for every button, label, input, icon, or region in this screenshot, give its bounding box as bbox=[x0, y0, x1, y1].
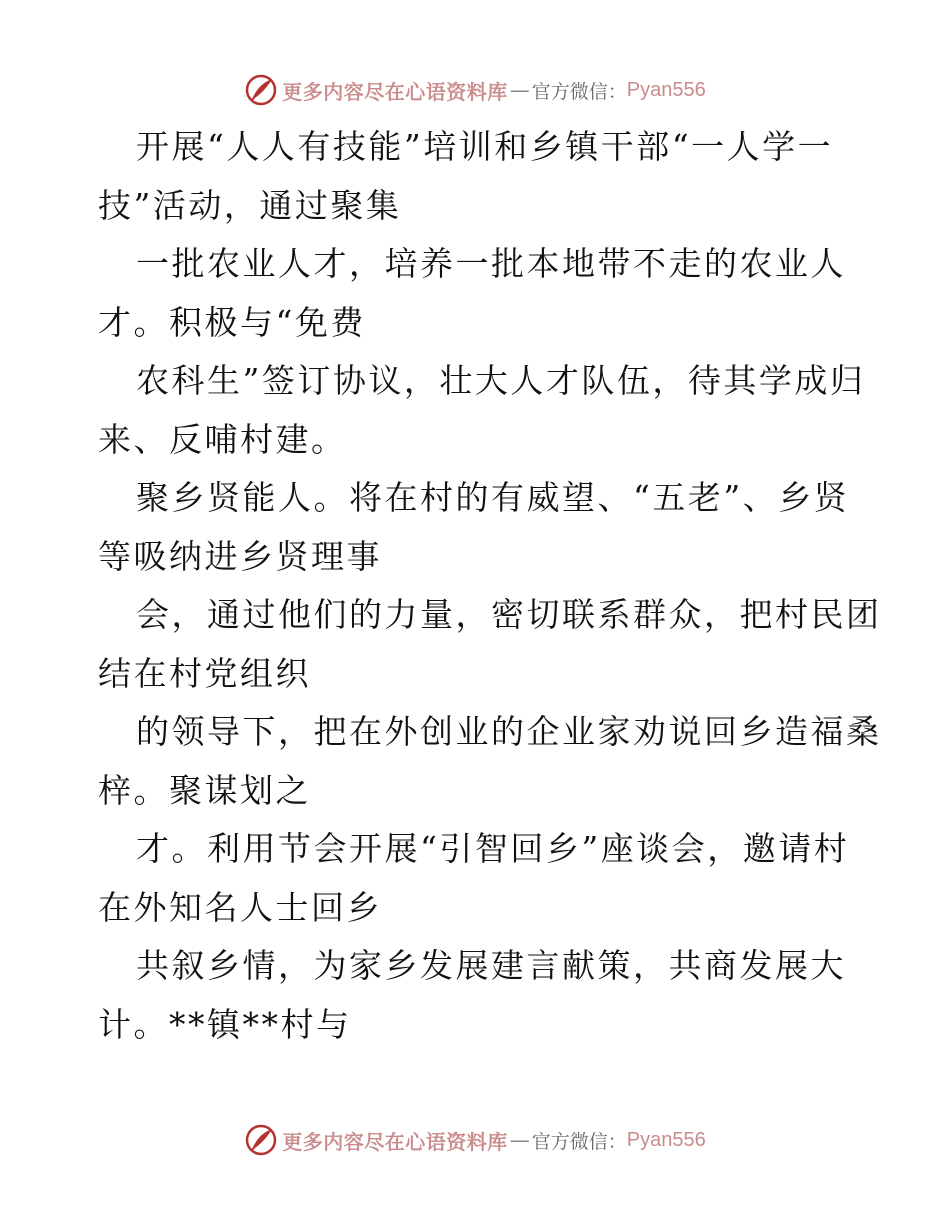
watermark-contact-label: 官方微信： bbox=[531, 80, 627, 103]
text-line: 的领导下，把在外创业的企业家劝说回乡造福桑 bbox=[136, 712, 882, 751]
text-line: 一批农业人才，培养一批本地带不走的农业人 bbox=[136, 244, 846, 283]
text-line: 计。**镇**村与 bbox=[98, 1004, 352, 1044]
footer-watermark bbox=[0, 1120, 950, 1160]
watermark-contact-id: Pyan556 bbox=[626, 1128, 706, 1151]
text-line: 梓。聚谋划之 bbox=[98, 770, 311, 810]
text-line: 开展“人人有技能”培训和乡镇干部“一人学一 bbox=[136, 127, 834, 166]
quill-logo-icon bbox=[244, 1123, 278, 1157]
watermark-title: 更多内容尽在心语资料库 bbox=[282, 1129, 508, 1154]
watermark-contact-label: 官方微信： bbox=[531, 1130, 627, 1153]
text-line: 共叙乡情，为家乡发展建言献策，共商发展大 bbox=[136, 946, 846, 985]
text-line: 才。利用节会开展“引智回乡”座谈会，邀请村 bbox=[136, 829, 850, 868]
text-line: 等吸纳进乡贤理事 bbox=[98, 536, 382, 576]
text-line: 结在村党组织 bbox=[98, 653, 311, 693]
watermark-title: 更多内容尽在心语资料库 bbox=[282, 79, 508, 104]
watermark-separator: — bbox=[509, 78, 530, 102]
text-line: 在外知名人士回乡 bbox=[98, 887, 382, 927]
text-line: 会，通过他们的力量，密切联系群众，把村民团 bbox=[136, 595, 882, 634]
text-line: 聚乡贤能人。将在村的有威望、“五老”、乡贤 bbox=[136, 478, 850, 517]
quill-logo-icon bbox=[244, 73, 278, 107]
text-line: 才。积极与“免费 bbox=[98, 302, 366, 342]
text-line: 来、反哺村建。 bbox=[98, 419, 347, 459]
text-line: 农科生”签订协议，壮大人才队伍，待其学成归 bbox=[136, 361, 866, 400]
watermark-separator: — bbox=[509, 1128, 530, 1152]
text-line: 技”活动，通过聚集 bbox=[98, 185, 402, 225]
watermark-contact-id: Pyan556 bbox=[626, 78, 706, 101]
header-watermark bbox=[0, 70, 950, 110]
document-body bbox=[98, 118, 882, 1054]
